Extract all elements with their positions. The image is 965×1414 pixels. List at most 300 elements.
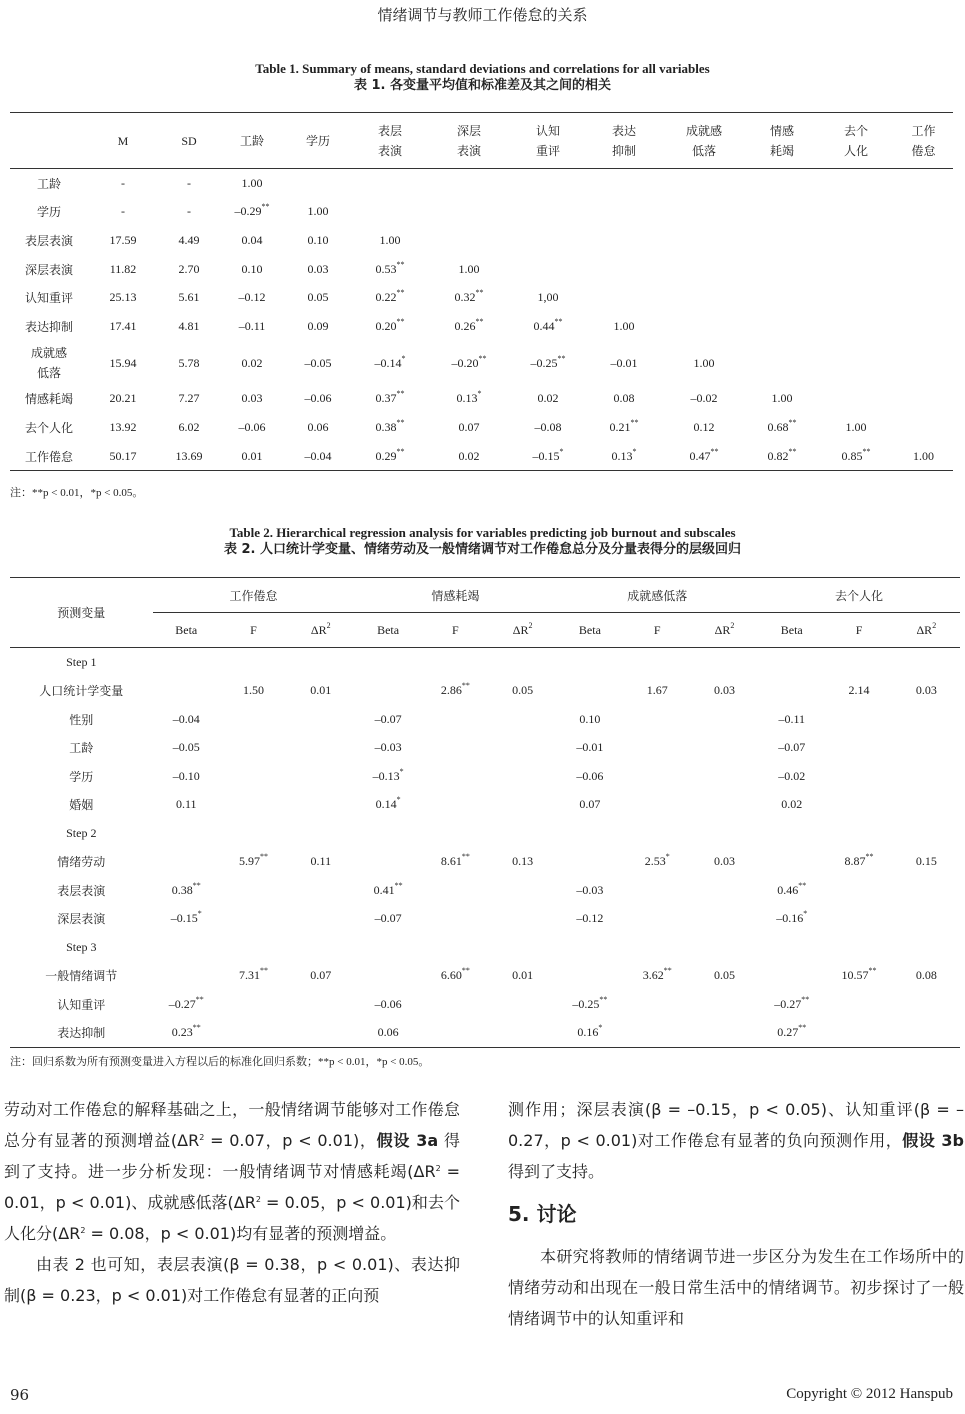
table2-row [10,990,960,1019]
table2-cell [422,648,489,677]
table2-cell [556,848,623,877]
table1-cell: –0.29** [234,202,270,219]
table1-cell [510,255,586,284]
table2-cell: 0.06 [354,1019,421,1048]
table1-cell: 1.00 [458,261,480,276]
table2-sub-header: Beta [556,613,623,648]
table2-cell [893,819,960,848]
table2-cell [691,876,758,905]
table2-cell: 0.16* [556,1019,623,1048]
table1-cell: 1.00 [845,419,867,434]
table2-caption [0,524,965,558]
table1-cell: 0.85** [818,442,894,471]
table1-cell: 0.20** [375,316,405,333]
table2-cell [893,648,960,677]
table1-cell [284,169,352,198]
table1-col-header: 深层 表演 [428,113,510,169]
table2-cell [758,933,825,962]
table2-cell [354,962,421,991]
table2-sub-header: F [624,613,691,648]
table1-col-header: SD [158,113,220,169]
table1-cell [662,283,746,312]
table1-cell [818,226,894,255]
table2-group-header: 去个人化 [758,578,960,613]
table2-row [10,819,960,848]
table2-cell: –0.11 [778,711,806,726]
table2-cell [556,677,623,706]
table2-cell: 学历 [69,769,94,784]
table2-cell [287,933,354,962]
table1-cell: 25.13 [109,290,137,305]
table2-cell [220,819,287,848]
table1-row [10,413,953,442]
table1-row [10,226,953,255]
table2-sub-header: $\Delta R^2$ [691,613,758,648]
table1-cell [894,312,953,341]
table1-cell: 5.61 [178,290,200,305]
table1-col-header: 成就感 低落 [662,113,746,169]
table2-cell [489,1019,556,1048]
table1-cell: –0.08 [534,419,562,434]
table1-cell: 0.02 [428,442,510,471]
table2-cell: –0.07 [374,911,402,926]
table2-cell [287,1019,354,1048]
table1-caption-en: Table 1. Summary of means, standard deviations and correlations for all variables [255,61,710,76]
table1-col-header: 工作 倦怠 [894,113,953,169]
table2-cell: –0.07 [778,740,806,755]
table2-cell: –0.25** [572,994,608,1011]
table2-cell [825,648,892,677]
table2-cell [422,933,489,962]
table2-cell [287,876,354,905]
table1-cell: 1.00 [379,232,401,247]
table2-cell: –0.04 [172,711,200,726]
table2-cell: 0.15 [915,854,937,869]
table1-cell [746,198,818,227]
table1-cell [428,169,510,198]
table2-cell: 情绪劳动 [57,855,106,870]
table1-cell: 0.03 [307,261,329,276]
table1-cell [428,198,510,227]
table2-cell [758,848,825,877]
table1-cell: 0.08 [613,391,635,406]
table1-cell: 表达抑制 [24,319,73,334]
table1-cell [894,169,953,198]
table2-sub-header: Beta [758,613,825,648]
table1-cell: 13.92 [109,419,137,434]
table2-cell: 7.31** [239,966,269,983]
table1-cell: 1.00 [307,204,329,219]
table2-cell: 0.41** [373,880,403,897]
table2-cell [624,990,691,1019]
table2-cell [422,905,489,934]
table1-cell [662,169,746,198]
left-column [4,1094,460,1311]
table1-col-header: 情感 耗竭 [746,113,818,169]
table2-row [10,962,960,991]
table1-cell [352,169,428,198]
table1-cell: 1.00 [771,391,793,406]
table1-cell: 工作倦怠 [10,442,88,471]
table2-cell [354,819,421,848]
table2-cell [422,705,489,734]
table1-cell: 0.13* [586,442,662,471]
table2-cell [691,933,758,962]
table1-cell: 0.10 [307,232,329,247]
table2-cell: 婚姻 [69,798,94,813]
table1-cell [818,255,894,284]
table2-cell [354,848,421,877]
table1-cell: 1.00 [693,355,715,370]
table2-cell: 0.27** [758,1019,825,1048]
table2-cell [624,1019,691,1048]
table2-cell [624,933,691,962]
table2-cell [691,791,758,820]
table1-col-header: 去个 人化 [818,113,894,169]
table1-cell [586,226,662,255]
table2-cell [893,791,960,820]
table2-cell [825,734,892,763]
table2-cell [691,1019,758,1048]
table1-cell: 1,00 [537,290,559,305]
table1-cell: 11.82 [109,261,137,276]
table2-cell: 0.03 [713,683,735,698]
right-paragraph-2: 本研究将教师的情绪调节进一步区分为发生在工作场所中的情绪劳动和出现在一般日常生活中的情绪调节。初步探讨了一般情绪调节中的认知重评和 [508,1247,964,1328]
table1-cell [746,169,818,198]
table1-col-header: 学历 [284,113,352,169]
table1-cell: 0.10 [241,261,263,276]
table1-cell: –0.06 [238,419,266,434]
table2-cell: 6.60** [440,966,470,983]
table2-sub-header: $\Delta R^2$ [489,613,556,648]
table2-cell [691,905,758,934]
table2-row [10,677,960,706]
table1-col-header: 表达 抑制 [586,113,662,169]
table2-cell [893,762,960,791]
table2-cell: 0.03 [915,683,937,698]
table1-cell: 1.00 [613,318,635,333]
table2-cell [758,677,825,706]
table1-cell [586,169,662,198]
table1-cell: 6.02 [178,419,200,434]
table1-cell: –0.25** [530,353,566,370]
table2-cell [825,705,892,734]
table1-cell [746,341,818,385]
table1-cell: 4.81 [178,318,200,333]
table2-cell [758,819,825,848]
table2-cell [489,933,556,962]
table1-cell [894,198,953,227]
table2-cell [489,876,556,905]
table2-cell: 5.97** [239,852,269,869]
table1-cell [818,312,894,341]
table2-row [10,734,960,763]
table2-cell: –0.07 [374,711,402,726]
table1-cell: 0.53** [375,259,405,276]
table2-cell [825,905,892,934]
table1-cell [818,385,894,414]
table2-cell [758,648,825,677]
table2-cell: 0.05 [713,968,735,983]
table2-cell: –0.06 [374,996,402,1011]
table2-cell [489,819,556,848]
table2-cell [489,648,556,677]
table1-cell [746,283,818,312]
table2-cell: 0.11 [175,797,197,812]
table1-cell: 0.37** [375,389,405,406]
table1-cell: –0.14* [374,353,406,370]
left-paragraph-1: 劳动对工作倦怠的解释基础之上，一般情绪调节能够对工作倦怠总分有显著的预测增益($\Delta R^2 = 0.07$，p < 0.01)，假设 3a 得到了支持。进一步分析发现：一般情绪调节对情感耗竭($\Delta R^2 = 0.01$，p < 0.01)、成就感低落($\Delta R^2 = 0.05$，p < 0.01)和去个人化分($\Delta R^2 = 0.08$，p < 0.01)均有显著的预测增益。 [4,1100,460,1243]
table1-row [10,312,953,341]
table2-cell: 0.05 [512,683,534,698]
table2-cell: –0.15* [170,909,202,926]
table1-cell: 0.47** [662,442,746,471]
table2-cell: –0.13* [372,766,404,783]
table1-row [10,198,953,227]
table1-row [10,169,953,198]
table2-cell: 深层表演 [57,912,106,927]
table1-cell: 成就感 低落 [30,345,67,380]
table1-cell: - [187,204,191,219]
table1-col-header: 认知 重评 [510,113,586,169]
table2-cell [624,876,691,905]
table2-sub-header: Beta [354,613,421,648]
table1-cell: - [121,175,125,190]
table2-row [10,1019,960,1048]
table1-cell [662,198,746,227]
table2-cell [287,734,354,763]
table1-cell: 0.82** [746,442,818,471]
table2-cell: 8.61** [440,852,470,869]
table2-cell: 0.07 [579,797,601,812]
table2-row [10,933,960,962]
table1-cell: 0.29** [352,442,428,471]
table2-cell [220,990,287,1019]
table2-row [10,705,960,734]
table2-cell [220,933,287,962]
table2-cell: 0.07 [310,968,332,983]
table2-cell: 1.50 [243,683,265,698]
table2-cell [354,677,421,706]
table2-cell [825,1019,892,1048]
table2-cell [287,705,354,734]
table1-cell: 4.49 [178,232,200,247]
table2-cell: –0.03 [374,740,402,755]
table2-cell [624,705,691,734]
table1-cell: –0.06 [304,391,332,406]
table1-cell [746,255,818,284]
table2-cell [691,762,758,791]
table2-cell [422,791,489,820]
table2-cell: 表达抑制 [10,1019,153,1048]
table1-cell: 0.02 [241,355,263,370]
table1-cell [352,198,428,227]
section-title: 5. 讨论 [508,1202,577,1226]
table2-cell: 人口统计学变量 [39,684,124,699]
table1 [10,112,953,471]
table2-cell [893,734,960,763]
table1-cell: –0.04 [284,442,352,471]
table2-cell [556,933,623,962]
table2-cell: 0.11 [310,854,332,869]
table2-cell: –0.01 [576,740,604,755]
table2-cell: –0.12 [576,911,604,926]
table1-cell [746,312,818,341]
table2-cell [556,819,623,848]
table2-cell [220,648,287,677]
table1-cell: –0.05 [304,355,332,370]
table1-cell: 0.04 [241,232,263,247]
running-header: 情绪调节与教师工作倦怠的关系 [377,6,588,24]
table2-cell [153,677,220,706]
table1-cell: 0.01 [220,442,284,471]
table1-cell [510,226,586,255]
table2-cell: 2.14 [848,683,870,698]
table2-cell: –0.02 [778,768,806,783]
table1-cell: 0.22** [375,288,405,305]
table2-sub-header: Beta [153,613,220,648]
table2-cell: –0.06 [576,768,604,783]
table2-row [10,848,960,877]
table2-cell [287,762,354,791]
table2-cell [489,791,556,820]
table2-cell [220,734,287,763]
table2-cell [153,848,220,877]
table1-cell [894,255,953,284]
table1-cell [818,198,894,227]
table2-cell [354,933,421,962]
table1-cell: 50.17 [88,442,158,471]
table2-cell [893,705,960,734]
table2-cell [354,648,421,677]
table1-cell: 认知重评 [24,291,73,306]
table1-cell [586,283,662,312]
table2-row [10,905,960,934]
table2-cell: 10.57** [841,966,877,983]
table1-cell: 7.27 [178,391,200,406]
table2-cell [220,762,287,791]
table1-cell [746,226,818,255]
table2-cell [287,819,354,848]
table2-cell: 8.87** [844,852,874,869]
table1-cell [662,226,746,255]
table2-cell: 0.08 [915,968,937,983]
table2-cell: 1.67 [646,683,668,698]
table2-cell [893,905,960,934]
table1-col-header: 工龄 [220,113,284,169]
table2-cell: 0.14* [375,795,401,812]
table1-cell: 0.12 [693,419,715,434]
table2-cell [287,791,354,820]
table2-caption-zh: 表 2. 人口统计学变量、情绪劳动及一般情绪调节对工作倦怠总分及分量表得分的层级回归 [223,542,742,557]
table2-cell: 0.13 [512,854,534,869]
table2-cell: –0.16* [776,909,808,926]
table2-cell: 2.53* [644,852,670,869]
table1-cell [818,169,894,198]
table1-cell [586,198,662,227]
table1-cell [662,255,746,284]
table2-cell [153,819,220,848]
table1-caption [0,60,965,94]
table1-caption-zh: 表 1. 各变量平均值和标准差及其之间的相关 [353,78,612,93]
table1-col-header: 表层 表演 [352,113,428,169]
table2-cell [220,1019,287,1048]
table1-cell: - [187,175,191,190]
table2-sub-header: $\Delta R^2$ [287,613,354,648]
table2-cell: –0.10 [172,768,200,783]
table2-sub-header: F [825,613,892,648]
table1-cell: –0.15* [510,442,586,471]
table2-cell [825,933,892,962]
table2-caption-en: Table 2. Hierarchical regression analysis for variables predicting job burnout and subscales [229,525,736,540]
table1-cell: 深层表演 [24,262,73,277]
table1-cell: 工龄 [36,176,61,191]
table1-cell: 0.44** [533,316,563,333]
table1-cell: 0.09 [307,318,329,333]
table1-cell: 0.05 [307,290,329,305]
table2-sub-header: $\Delta R^2$ [893,613,960,648]
table2-group-header: 成就感低落 [556,578,758,613]
table2-cell [422,762,489,791]
table1-cell: –0.02 [690,391,718,406]
table1-cell: 0.06 [307,419,329,434]
table1-cell: 0.02 [537,391,559,406]
table2-row [10,762,960,791]
table1-cell: –0.12 [238,290,266,305]
table2-cell [624,648,691,677]
table2-cell [893,876,960,905]
table2-cell: 性别 [69,712,94,727]
table1-cell [894,283,953,312]
table1-cell [662,312,746,341]
table1-cell: 13.69 [158,442,220,471]
table2-cell [624,762,691,791]
table2-cell [489,705,556,734]
table1-row [10,442,953,471]
table2-cell [220,876,287,905]
table1-cell: 0.32** [454,288,484,305]
table2-row [10,791,960,820]
table2-cell [624,734,691,763]
table2-sub-header: F [220,613,287,648]
table2-cell: 0.02 [781,797,803,812]
table2-cell: 一般情绪调节 [45,969,118,984]
table2-cell [287,648,354,677]
table1-cell: –0.11 [238,318,266,333]
predictor-header: 预测变量 [10,578,153,648]
table2-cell [220,705,287,734]
table1-cell: 17.59 [109,232,137,247]
table2-cell: –0.03 [576,882,604,897]
table1-cell: 20.21 [109,391,137,406]
table1-cell [428,226,510,255]
table2-row [10,648,960,677]
table2-cell [825,990,892,1019]
table1-cell [586,255,662,284]
table1-cell: 0.21** [609,417,639,434]
table2-cell: 3.62** [642,966,672,983]
table2-cell [691,648,758,677]
table2-row [10,876,960,905]
table2-cell [489,990,556,1019]
right-paragraph-1: 测作用；深层表演(β = –0.15，p < 0.05)、认知重评(β = –0.27，p < 0.01)对工作倦怠有显著的负向预测作用，假设 3b 得到了支持。 [508,1100,964,1181]
table2-cell [758,962,825,991]
left-paragraph-2: 由表 2 也可知，表层表演(β = 0.38，p < 0.01)、表达抑制(β = 0.23，p < 0.01)对工作倦怠有显著的正向预 [4,1255,460,1305]
table2-group-header: 情感耗竭 [354,578,556,613]
table1-cell: 15.94 [109,355,137,370]
table1-row [10,283,953,312]
table1-cell: 0.13* [456,389,482,406]
